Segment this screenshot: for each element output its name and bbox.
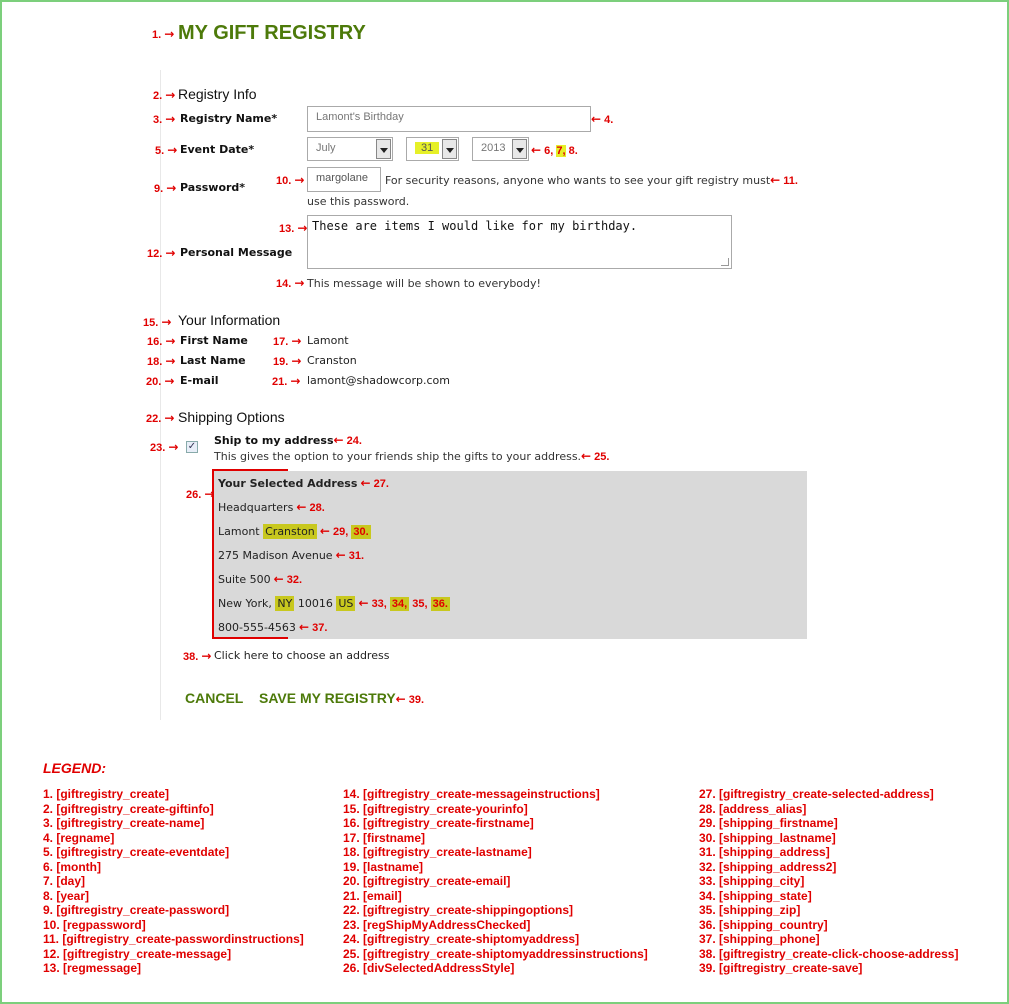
annotation-23: 23. → (150, 440, 179, 454)
legend-column-3 (699, 787, 958, 976)
legend-item: 5. [giftregistry_create-eventdate] (43, 845, 230, 859)
annotation-11: ← 11. (770, 173, 798, 187)
annotation-29-30: ← 29, 30. (319, 524, 369, 538)
legend-item: 4. [regname] (43, 830, 115, 845)
last-name-value: Cranston (307, 354, 357, 367)
selected-address-title-text: Your Selected Address (218, 477, 358, 490)
annotation-32: ← 32. (273, 572, 303, 586)
event-date-label: Event Date* (180, 143, 255, 156)
annotation-5: 5. → (155, 143, 178, 157)
shipping-country: US (338, 597, 354, 610)
legend-item: 16. [giftregistry_create-firstname] (343, 816, 534, 830)
password-label: Password* (180, 181, 246, 194)
legend-item: 13. [regmessage] (43, 961, 142, 975)
legend-item: 23. [regShipMyAddressChecked] (343, 917, 531, 932)
annotation-10: 10. → (276, 173, 305, 187)
legend-item: 34. [shipping_state] (699, 888, 812, 903)
content-divider (160, 70, 161, 720)
annotation-37: ← 37. (299, 620, 328, 634)
email-value: lamont@shadowcorp.com (307, 374, 450, 387)
legend-item: 29. [shipping_firstname] (699, 816, 838, 830)
password-instructions-line2: use this password. (307, 195, 410, 208)
year-value: 2013 (481, 142, 506, 154)
address-alias-value: Headquarters (218, 501, 294, 514)
save-registry-label: SAVE MY REGISTRY (259, 690, 396, 706)
legend-item: 26. [divSelectedAddressStyle] (343, 961, 515, 975)
password-instructions-text: For security reasons, anyone who wants to see your gift registry must (385, 174, 771, 187)
choose-address-link[interactable]: Click here to choose an address (214, 649, 390, 662)
legend-item: 14. [giftregistry_create-messageinstructions] (343, 787, 600, 801)
legend-item: 9. [giftregistry_create-password] (43, 903, 230, 917)
annotation-21: 21. → (272, 374, 301, 388)
legend-item: 10. [regpassword] (43, 917, 146, 932)
chevron-down-icon[interactable] (512, 139, 527, 159)
personal-message-label: Personal Message (180, 246, 293, 259)
annotation-28: ← 28. (296, 500, 325, 514)
registry-name-input[interactable]: Lamont's Birthday (307, 106, 591, 132)
registry-info-heading: Registry Info (178, 86, 257, 102)
shipping-phone: 800-555-4563 (218, 621, 296, 634)
legend-item: 1. [giftregistry_create] (43, 787, 170, 801)
legend-item: 31. [shipping_address] (699, 845, 830, 859)
legend-item: 39. [giftregistry_create-save] (699, 961, 863, 975)
legend-item: 20. [giftregistry_create-email] (343, 874, 511, 888)
month-value: July (316, 142, 336, 154)
annotation-3: 3. → (153, 112, 176, 126)
annotation-12: 12. → (147, 246, 176, 260)
legend-item: 28. [address_alias] (699, 801, 807, 816)
shipping-options-heading: Shipping Options (178, 409, 285, 425)
day-select[interactable] (406, 137, 459, 161)
shipping-zip: 10016 (297, 597, 333, 610)
last-name-label: Last Name (180, 354, 246, 367)
cancel-button[interactable]: CANCEL (185, 690, 244, 706)
annotation-1: 1. → (152, 27, 175, 41)
annotation-22: 22. → (146, 411, 175, 425)
legend-item: 30. [shipping_lastname] (699, 830, 836, 845)
legend-item: 6. [month] (43, 859, 101, 874)
annotation-38: 38. → (183, 649, 212, 663)
legend-item: 11. [giftregistry_create-passwordinstructions] (43, 932, 304, 946)
registry-name-label: Registry Name* (180, 112, 278, 125)
first-name-label: First Name (180, 334, 248, 347)
address-street2 (218, 572, 302, 586)
ship-to-address-label (214, 433, 362, 447)
chevron-down-icon[interactable] (376, 139, 391, 159)
ship-to-address-instructions (214, 449, 609, 463)
ship-to-address-label-text: Ship to my address (214, 434, 334, 447)
first-name-value: Lamont (307, 334, 349, 347)
legend-item: 36. [shipping_country] (699, 917, 828, 932)
annotation-2: 2. → (153, 88, 176, 102)
legend-item: 37. [shipping_phone] (699, 932, 820, 946)
annotation-27: ← 27. (360, 476, 389, 490)
address-street (218, 548, 364, 562)
page-title: MY GIFT REGISTRY (178, 22, 366, 44)
annotation-4: ← 4. (591, 112, 614, 126)
personal-message-value: These are items I would like for my birthday. (312, 219, 638, 233)
annotation-25: ← 25. (581, 449, 610, 463)
shipping-state: NY (277, 597, 293, 610)
personal-message-textarea[interactable] (307, 215, 732, 269)
annotation-33-36: ← 33, 34, 35, 36. (358, 596, 448, 610)
legend-column-1 (43, 787, 304, 976)
legend-item: 21. [email] (343, 888, 402, 903)
save-registry-button[interactable] (259, 690, 424, 706)
legend-item: 3. [giftregistry_create-name] (43, 816, 205, 830)
address-city-line (218, 596, 450, 610)
legend-item: 7. [day] (43, 874, 86, 888)
legend-column-2 (343, 787, 648, 976)
legend-title: LEGEND: (43, 760, 106, 776)
legend-item: 35. [shipping_zip] (699, 903, 801, 917)
shipping-address2: Suite 500 (218, 573, 271, 586)
legend-item: 32. [shipping_address2] (699, 859, 837, 874)
annotation-13: 13. → (279, 221, 308, 235)
shipping-lastname: Cranston (265, 525, 315, 538)
legend-item: 33. [shipping_city] (699, 874, 805, 888)
year-select[interactable] (472, 137, 529, 161)
annotation-6-7-8: ← 6, 7, 8. (531, 143, 578, 157)
annotation-14: 14. → (276, 276, 305, 290)
legend-item: 22. [giftregistry_create-shippingoptions] (343, 903, 574, 917)
day-value: 31 (415, 142, 439, 154)
annotation-17: 17. → (273, 334, 302, 348)
selected-address-title (218, 476, 389, 490)
annotation-31: ← 31. (335, 548, 365, 562)
address-phone (218, 620, 327, 634)
password-input[interactable]: margolane (307, 167, 381, 192)
shipping-firstname: Lamont (218, 525, 260, 538)
password-instructions (385, 173, 798, 187)
legend-item: 17. [firstname] (343, 830, 426, 845)
legend-item: 27. [giftregistry_create-selected-address] (699, 787, 934, 801)
address-name (218, 524, 371, 538)
annotation-9: 9. → (154, 181, 177, 195)
annotation-18: 18. → (147, 354, 176, 368)
ship-to-address-instructions-text: This gives the option to your friends ship the gifts to your address. (214, 450, 582, 463)
legend-item: 25. [giftregistry_create-shiptomyaddressinstructions] (343, 946, 648, 961)
chevron-down-icon[interactable] (442, 139, 457, 159)
message-instructions: This message will be shown to everybody! (307, 277, 541, 290)
your-info-heading: Your Information (178, 312, 281, 328)
legend-item: 8. [year] (43, 888, 90, 903)
legend-item: 12. [giftregistry_create-message] (43, 946, 232, 961)
legend-item: 19. [lastname] (343, 859, 424, 874)
email-label: E-mail (180, 374, 219, 387)
legend-item: 2. [giftregistry_create-giftinfo] (43, 801, 214, 816)
legend-item: 18. [giftregistry_create-lastname] (343, 845, 532, 859)
annotation-19: 19. → (273, 354, 302, 368)
annotation-15: 15. → (143, 315, 172, 329)
legend-item: 24. [giftregistry_create-shiptomyaddress] (343, 932, 580, 946)
month-select[interactable] (307, 137, 393, 161)
legend-item: 15. [giftregistry_create-yourinfo] (343, 801, 528, 816)
annotation-20: 20. → (146, 374, 175, 388)
address-alias (218, 500, 325, 514)
annotation-24: ← 24. (333, 433, 362, 447)
legend-item: 38. [giftregistry_create-click-choose-address] (699, 946, 959, 961)
annotation-39: ← 39. (395, 692, 425, 706)
annotation-16: 16. → (147, 334, 176, 348)
resize-grip-icon[interactable] (721, 258, 729, 266)
ship-to-address-checkbox[interactable]: ✓ (187, 441, 197, 452)
shipping-address: 275 Madison Avenue (218, 549, 333, 562)
annotation-26: 26. → (186, 487, 215, 501)
shipping-city: New York, (218, 597, 272, 610)
